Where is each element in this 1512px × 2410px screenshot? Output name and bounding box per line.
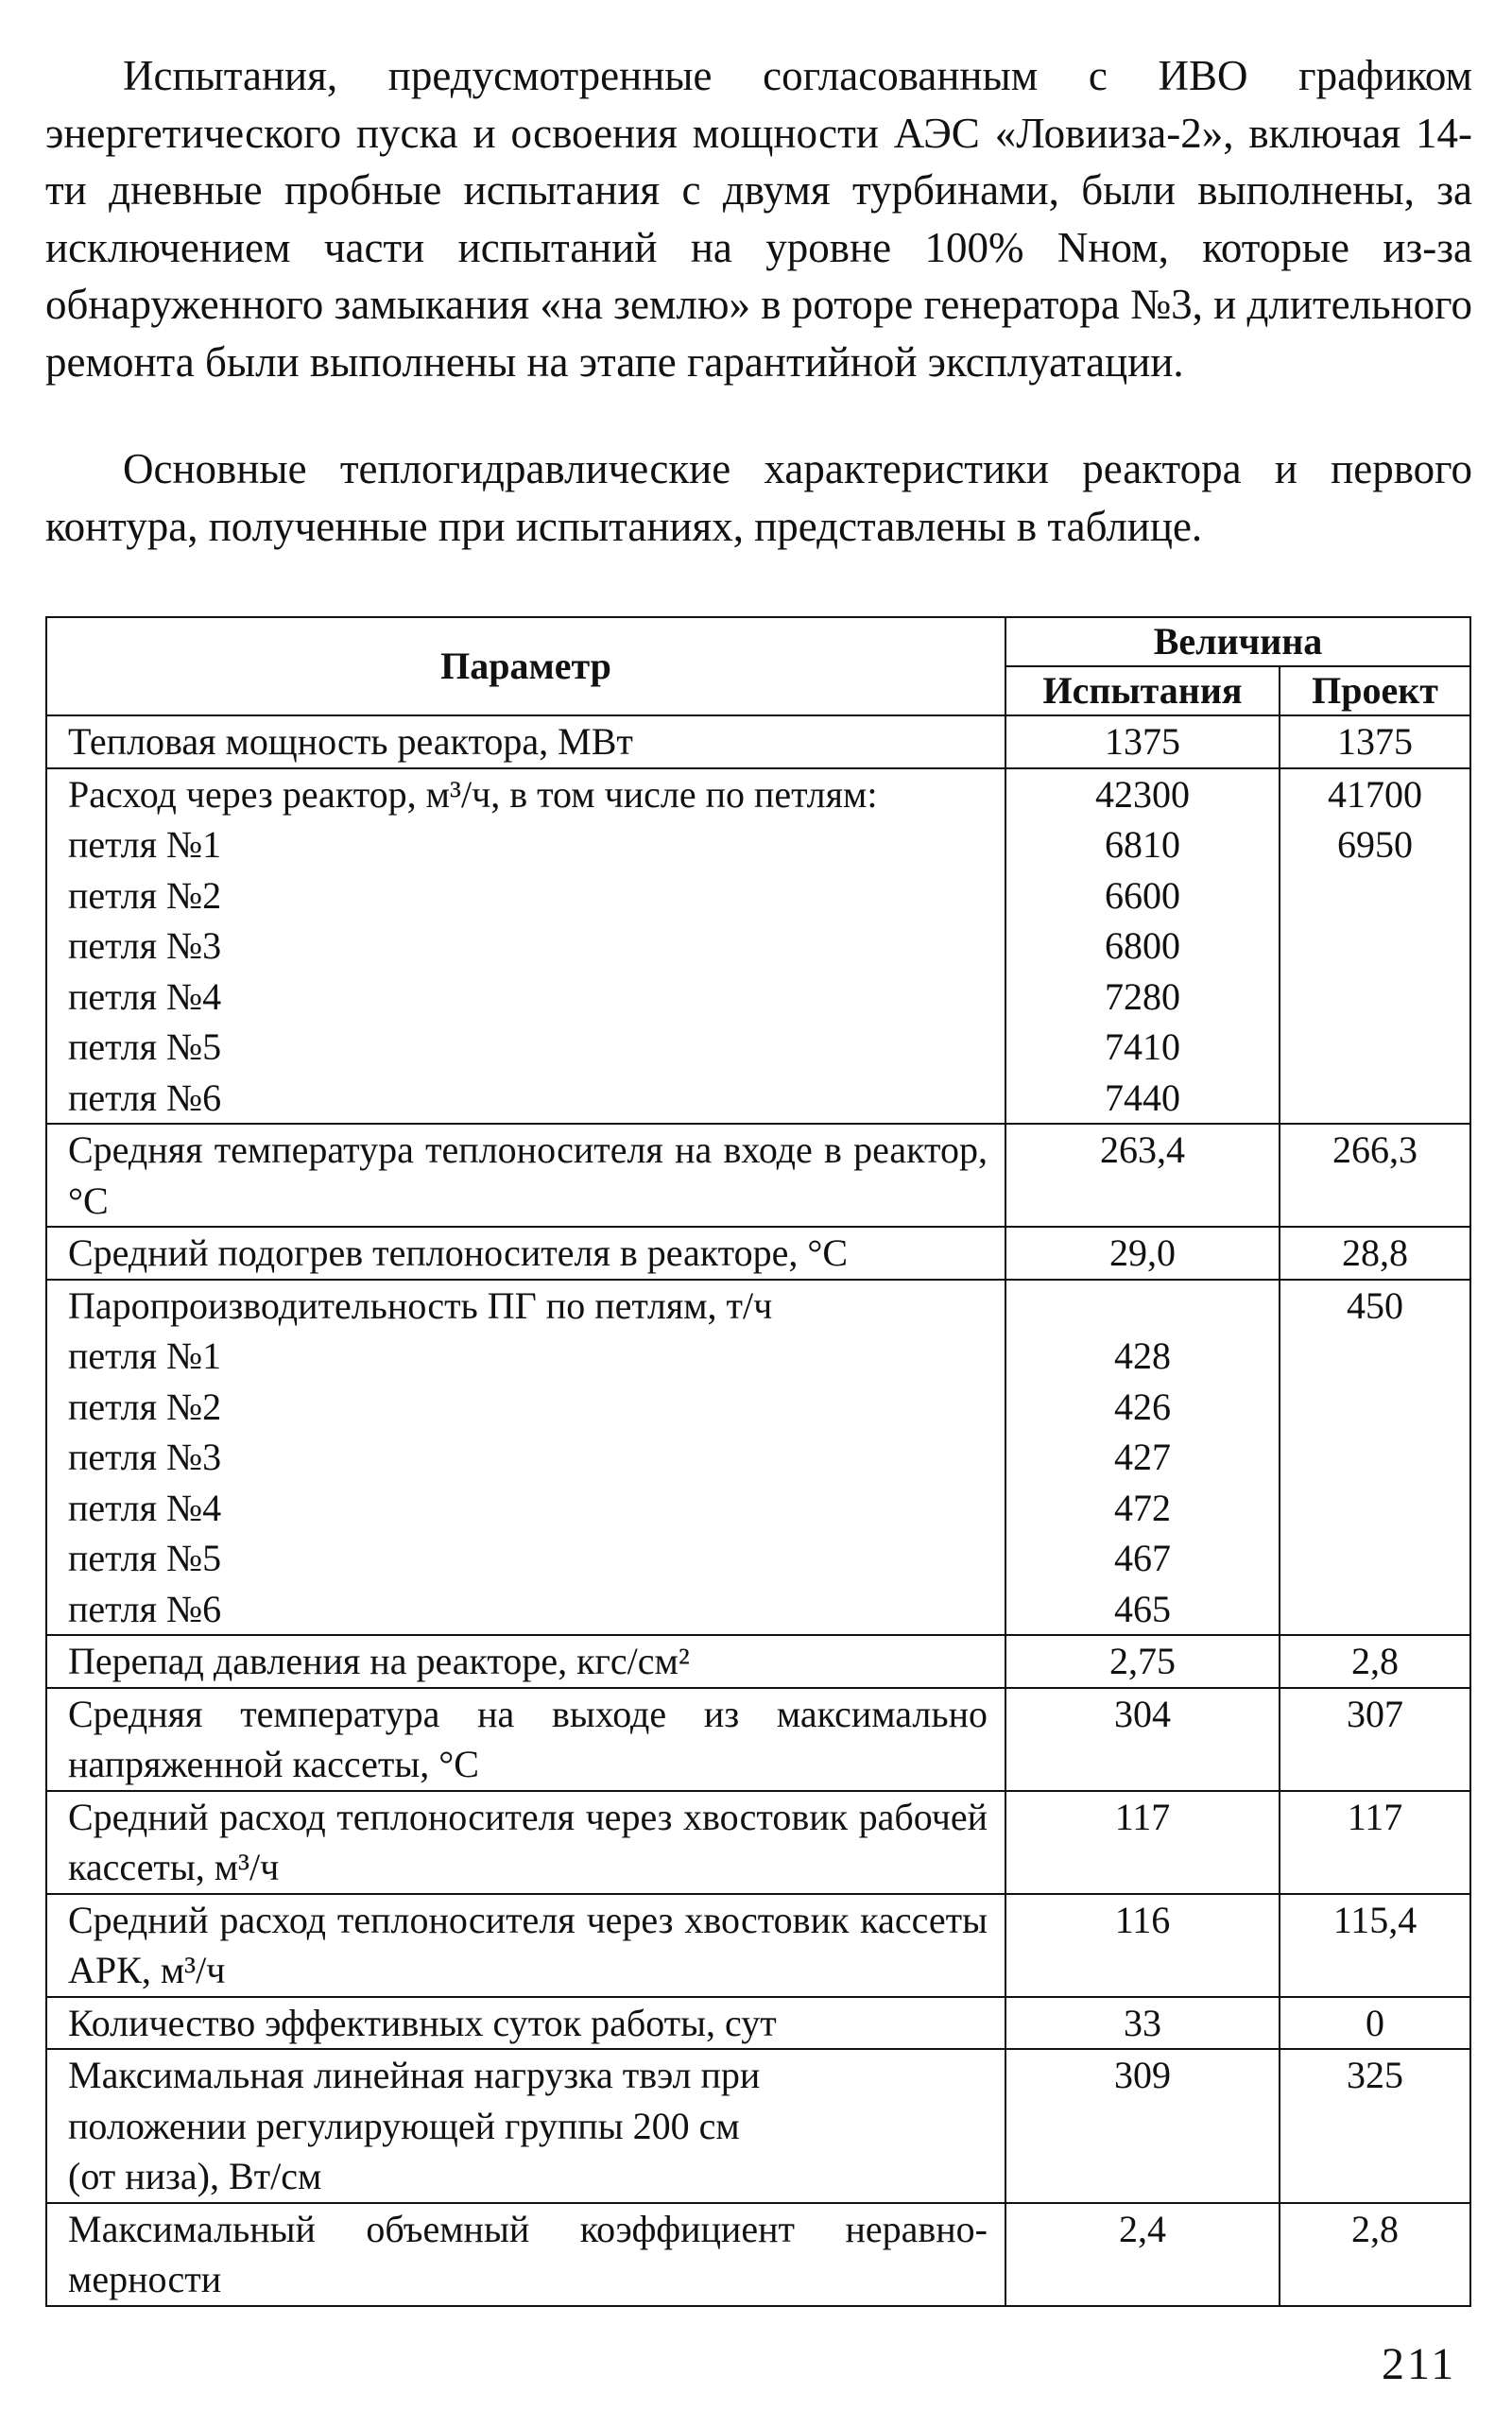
- param-line: петля №2: [68, 1385, 222, 1428]
- param-cell: [46, 1997, 1005, 2050]
- table-row: [46, 1280, 1470, 1636]
- param-line: петля №5: [68, 1537, 222, 1579]
- tests-value: 6800: [1105, 924, 1180, 967]
- param-cell: [46, 768, 1005, 1125]
- table-row: [46, 2203, 1470, 2306]
- param-line: положении регулирующей группы 200 см: [68, 2104, 740, 2147]
- param-line: петля №1: [68, 1334, 222, 1377]
- param-cell: [46, 1635, 1005, 1688]
- tests-value: 472: [1114, 1486, 1171, 1529]
- table-row: [46, 1124, 1470, 1227]
- tests-value: 6810: [1105, 823, 1180, 866]
- reactor-characteristics-table: [45, 616, 1471, 2307]
- table-row: [46, 1635, 1470, 1688]
- project-value: 41700: [1328, 772, 1422, 816]
- param-cell: [46, 715, 1005, 768]
- project-value-cell: [1280, 1227, 1470, 1280]
- param-line: петля №4: [68, 1486, 222, 1529]
- header-value-group: Величина: [1005, 617, 1470, 666]
- project-value: 1375: [1337, 720, 1413, 763]
- header-project: Проект: [1280, 666, 1470, 715]
- param-cell: [46, 2049, 1005, 2203]
- table-row: [46, 1791, 1470, 1894]
- project-value-cell: [1280, 1635, 1470, 1688]
- param-line: Максимальная линейная нагрузка твэл при: [68, 2054, 761, 2096]
- param-cell: [46, 1791, 1005, 1894]
- project-value-cell: [1280, 715, 1470, 768]
- tests-value: 467: [1114, 1537, 1171, 1579]
- tests-value-cell: [1005, 1227, 1280, 1280]
- project-value-cell: [1280, 1688, 1470, 1791]
- param-line: Паропроизводительность ПГ по петлям, т/ч: [68, 1283, 773, 1327]
- param-line: Перепад давления на реакторе, кгс/см²: [68, 1640, 690, 1682]
- project-value-cell: [1280, 1791, 1470, 1894]
- tests-value-cell: [1005, 2203, 1280, 2306]
- table-row: [46, 2049, 1470, 2203]
- table-row: [46, 1894, 1470, 1997]
- paragraph-2: Основные теплогидравлические характеристики реактора и первого контура, полученные при испытаниях, представлены в таблице.: [45, 445, 1472, 550]
- project-value: 2,8: [1351, 2207, 1399, 2250]
- project-value-cell: [1280, 2203, 1470, 2306]
- table-row: [46, 768, 1470, 1125]
- param-line: (от низа), Вт/см: [68, 2155, 322, 2197]
- param-text: Средний расход теплоносителя через хвостовик рабочей кассеты, м³/ч: [68, 1795, 988, 1888]
- tests-value: 309: [1114, 2054, 1171, 2096]
- tests-value: 428: [1114, 1334, 1171, 1377]
- param-text: Максимальный объемный коэффициент неравномерности: [68, 2207, 988, 2300]
- param-line: петля №6: [68, 1076, 222, 1119]
- param-line: Тепловая мощность реактора, МВт: [68, 720, 633, 763]
- tests-value-cell: [1005, 1894, 1280, 1997]
- project-value-cell: [1280, 1280, 1470, 1636]
- param-text: Средняя температура теплоносителя на входе в реактор, °С: [68, 1128, 988, 1222]
- tests-value: 427: [1114, 1436, 1171, 1478]
- project-value: 2,8: [1351, 1640, 1399, 1682]
- param-line: петля №2: [68, 873, 222, 917]
- tests-value: 33: [1124, 2001, 1161, 2044]
- tests-value-cell: [1005, 1124, 1280, 1227]
- header-parameter: Параметр: [46, 617, 1005, 715]
- param-line: петля №6: [68, 1587, 222, 1630]
- tests-value-cell: [1005, 1635, 1280, 1688]
- param-line: петля №1: [68, 823, 222, 866]
- project-value: 115,4: [1332, 1898, 1418, 1941]
- table-body: [46, 715, 1470, 2306]
- param-text: Средний расход теплоносителя через хвостовик кассеты АРК, м³/ч: [68, 1898, 988, 1991]
- tests-value-cell: [1005, 2049, 1280, 2203]
- param-cell: [46, 1894, 1005, 1997]
- tests-value-cell: [1005, 1791, 1280, 1894]
- project-value: 266,3: [1332, 1128, 1418, 1171]
- tests-value: 42300: [1095, 772, 1190, 816]
- param-text: Средняя температура на выходе из максимально напряженной кассеты, °С: [68, 1692, 988, 1785]
- tests-value: 2,4: [1119, 2207, 1166, 2250]
- tests-value: 2,75: [1109, 1640, 1176, 1682]
- project-value-cell: [1280, 768, 1470, 1125]
- tests-value: 29,0: [1109, 1231, 1176, 1274]
- project-value: 307: [1347, 1692, 1403, 1735]
- param-line: петля №5: [68, 1025, 222, 1068]
- tests-value: 304: [1114, 1692, 1171, 1735]
- tests-value-cell: [1005, 1997, 1280, 2050]
- tests-value: 7410: [1105, 1025, 1180, 1068]
- param-cell: [46, 1688, 1005, 1791]
- tests-value-cell: [1005, 768, 1280, 1125]
- project-value: 450: [1347, 1283, 1403, 1327]
- tests-value: [1006, 1281, 1279, 1332]
- param-line: петля №3: [68, 1436, 222, 1478]
- table-row: [46, 1688, 1470, 1791]
- project-value: 325: [1347, 2054, 1403, 2096]
- project-value: 117: [1347, 1795, 1403, 1838]
- project-value-cell: [1280, 1997, 1470, 2050]
- project-value-cell: [1280, 1124, 1470, 1227]
- tests-value: 1375: [1105, 720, 1180, 763]
- param-cell: [46, 1280, 1005, 1636]
- paragraph-1: Испытания, предусмотренные согласованным с ИВО графиком энергетического пуска и освоения мощности АЭС «Ловииза-2», включая 14-ти дневные пробные испытания с двумя турбинами, были выполнены, за исключением части испытаний на уровне 100% Nном, которые из-за обнаруженного замыкания «на землю» в роторе генератора №3, и длительного ремонта были выполнены на этапе гарантийной эксплуатации.: [45, 52, 1472, 386]
- param-cell: [46, 1124, 1005, 1227]
- table-row: [46, 715, 1470, 768]
- param-cell: [46, 2203, 1005, 2306]
- header-tests: Испытания: [1005, 666, 1280, 715]
- tests-value: 263,4: [1100, 1128, 1185, 1171]
- tests-value: 426: [1114, 1385, 1171, 1428]
- tests-value-cell: [1005, 715, 1280, 768]
- param-line: Расход через реактор, м³/ч, в том числе по петлям:: [68, 772, 878, 816]
- tests-value: 7280: [1105, 974, 1180, 1018]
- tests-value-cell: [1005, 1688, 1280, 1791]
- project-value: 0: [1366, 2001, 1384, 2044]
- table-row: [46, 1997, 1470, 2050]
- project-value: 28,8: [1342, 1231, 1408, 1274]
- tests-value: 6600: [1105, 873, 1180, 917]
- param-line: петля №3: [68, 924, 222, 967]
- tests-value: 117: [1114, 1795, 1171, 1838]
- table-row: [46, 1227, 1470, 1280]
- param-line: петля №4: [68, 974, 222, 1018]
- project-value: 6950: [1337, 823, 1413, 866]
- project-value-cell: [1280, 2049, 1470, 2203]
- project-value-cell: [1280, 1894, 1470, 1997]
- param-line: Средний подогрев теплоносителя в реакторе, °С: [68, 1231, 849, 1274]
- page-number: 211: [1382, 2339, 1457, 2389]
- tests-value: 7440: [1105, 1076, 1180, 1119]
- tests-value: 465: [1114, 1587, 1171, 1630]
- tests-value-cell: [1005, 1280, 1280, 1636]
- tests-value: 116: [1114, 1898, 1171, 1941]
- param-cell: [46, 1227, 1005, 1280]
- param-line: Количество эффективных суток работы, сут: [68, 2001, 777, 2044]
